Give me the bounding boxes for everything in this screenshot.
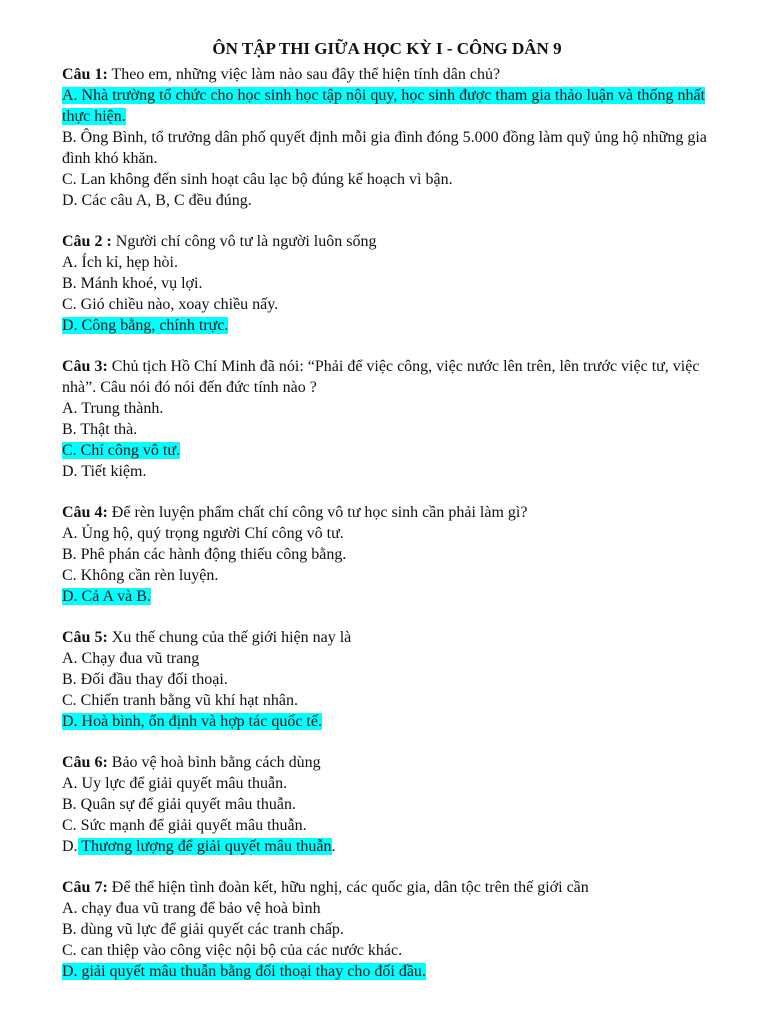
question-text (62, 752, 712, 773)
question-text (62, 231, 712, 252)
answer-text: A. Ích kỉ, hẹp hòi. (62, 254, 178, 271)
answer-text: B. Mánh khoé, vụ lợi. (62, 275, 203, 292)
answer-option-c (62, 440, 712, 461)
answer-option-c (62, 690, 712, 711)
question-prompt: Để rèn luyện phẩm chất chí công vô tư học sinh cần phải làm gì? (107, 504, 528, 521)
answer-text: B. Thật thà. (62, 421, 138, 438)
answer-text: B. Ông Bình, tổ trưởng dân phố quyết định mỗi gia đình đóng 5.000 đồng làm quỹ ủng hộ những gia đình khó khăn. (62, 129, 707, 167)
question-1 (62, 64, 712, 211)
question-prompt: Người chí công vô tư là người luôn sống (111, 233, 377, 250)
answer-text: C. Sức mạnh để giải quyết mâu thuẫn. (62, 817, 307, 834)
question-text (62, 877, 712, 898)
answer-text: C. Chiến tranh bằng vũ khí hạt nhân. (62, 692, 298, 709)
answer-option-c (62, 565, 712, 586)
question-text (62, 627, 712, 648)
answer-option-c (62, 294, 712, 315)
answer-text: B. dùng vũ lực để giải quyết các tranh chấp. (62, 921, 344, 938)
answer-text: D. Tiết kiệm. (62, 463, 147, 480)
answer-option-d (62, 586, 712, 607)
answer-option-d (62, 711, 712, 732)
answer-option-c (62, 815, 712, 836)
answer-text: D. (62, 838, 78, 855)
answer-option-a (62, 898, 712, 919)
question-text (62, 356, 712, 398)
answer-option-a (62, 398, 712, 419)
answer-option-b (62, 794, 712, 815)
answer-text: C. Chí công vô tư. (62, 442, 181, 459)
answer-option-d (62, 315, 712, 336)
answer-option-b (62, 419, 712, 440)
question-3 (62, 356, 712, 482)
question-text (62, 502, 712, 523)
answer-option-d (62, 836, 712, 857)
answer-option-b (62, 544, 712, 565)
question-prompt: Để thể hiện tình đoàn kết, hữu nghị, các quốc gia, dân tộc trên thế giới cần (107, 879, 589, 896)
question-list (62, 64, 712, 982)
answer-text: D. Các câu A, B, C đều đúng. (62, 192, 252, 209)
answer-highlight: Thương lượng để giải quyết mâu thuẫn (77, 838, 332, 855)
question-2 (62, 231, 712, 336)
question-6 (62, 752, 712, 857)
question-label: Câu 7: (62, 879, 108, 896)
answer-option-d (62, 190, 712, 211)
answer-text: A. Trung thành. (62, 400, 164, 417)
answer-text: A. Nhà trường tổ chức cho học sinh học tập nội quy, học sinh được tham gia thảo luận và thống nhất thực hiện. (62, 87, 706, 125)
answer-option-a (62, 523, 712, 544)
question-prompt: Xu thế chung của thế giới hiện nay là (107, 629, 352, 646)
answer-option-a (62, 648, 712, 669)
answer-text: D. Cả A và B. (62, 588, 151, 605)
question-label: Câu 4: (62, 504, 108, 521)
answer-text: B. Phê phán các hành động thiếu công bằng. (62, 546, 347, 563)
document-title: ÔN TẬP THI GIỮA HỌC KỲ I - CÔNG DÂN 9 (212, 39, 562, 58)
answer-option-b (62, 919, 712, 940)
answer-text: B. Đối đầu thay đối thoại. (62, 671, 228, 688)
answer-tail: . (331, 838, 336, 855)
question-text (62, 64, 712, 85)
answer-option-c (62, 169, 712, 190)
answer-text: A. Uy lực để giải quyết mâu thuẫn. (62, 775, 288, 792)
answer-option-c (62, 940, 712, 961)
answer-option-a (62, 773, 712, 794)
answer-text: D. Hoà bình, ổn định và hợp tác quốc tế. (62, 713, 322, 730)
answer-option-a (62, 85, 712, 127)
answer-option-b (62, 127, 712, 169)
answer-text: A. Ủng hộ, quý trọng người Chí công vô tư. (62, 525, 344, 542)
question-label: Câu 3: (62, 358, 108, 375)
answer-text: C. can thiệp vào công việc nội bộ của các nước khác. (62, 942, 403, 959)
answer-text: C. Gió chiều nào, xoay chiều nấy. (62, 296, 279, 313)
question-prompt: Chủ tịch Hồ Chí Minh đã nói: “Phải để việc công, việc nước lên trên, lên trước việc tư, việc nhà”. Câu nói đó nói đến đức tính nào ? (62, 358, 700, 396)
answer-option-a (62, 252, 712, 273)
answer-text: C. Không cần rèn luyện. (62, 567, 219, 584)
question-label: Câu 2 : (62, 233, 112, 250)
answer-text: C. Lan không đến sinh hoạt câu lạc bộ đúng kế hoạch vì bận. (62, 171, 453, 188)
question-label: Câu 6: (62, 754, 108, 771)
answer-text: A. Chạy đua vũ trang (62, 650, 200, 667)
question-prompt: Theo em, những việc làm nào sau đây thể hiện tính dân chủ? (107, 66, 501, 83)
question-label: Câu 5: (62, 629, 108, 646)
answer-option-d (62, 461, 712, 482)
answer-text: A. chạy đua vũ trang để bảo vệ hoà bình (62, 900, 321, 917)
question-label: Câu 1: (62, 66, 108, 83)
answer-text: D. giải quyết mâu thuẫn bằng đối thoại thay cho đối đầu. (62, 963, 426, 980)
answer-option-b (62, 669, 712, 690)
answer-text: B. Quân sự để giải quyết mâu thuẫn. (62, 796, 296, 813)
answer-option-b (62, 273, 712, 294)
question-7 (62, 877, 712, 982)
question-4 (62, 502, 712, 607)
answer-option-d (62, 961, 712, 982)
question-5 (62, 627, 712, 732)
question-prompt: Bảo vệ hoà bình bằng cách dùng (107, 754, 321, 771)
answer-text: D. Công bằng, chính trực. (62, 317, 229, 334)
